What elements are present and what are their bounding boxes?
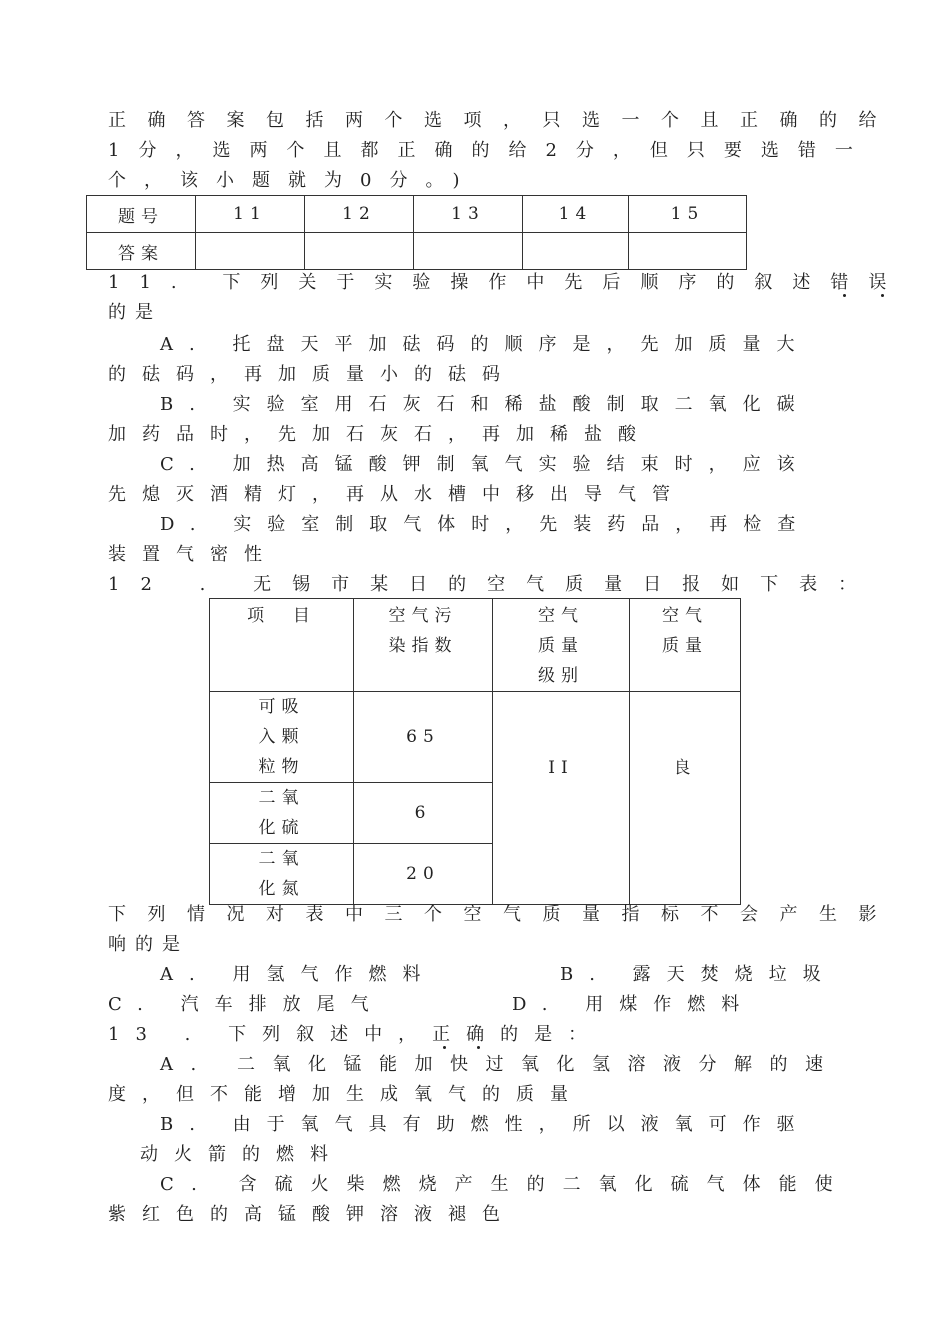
quality-value: 良: [630, 692, 741, 905]
q13-option-a: A. 二氧化锰能加快过氧化氢溶液分解的速: [160, 1054, 841, 1075]
index-value: 20: [354, 844, 493, 905]
q12-question: 下列情况对表中三个空气质量指标不会产生影: [108, 904, 898, 925]
q11-stem-text: 11. 下列关于实验操作中先后顺序的叙述: [108, 272, 831, 293]
item-text: 可吸: [258, 697, 305, 717]
answer-table: [86, 195, 747, 270]
answer-table-header-cell: 13: [414, 196, 523, 233]
header-text: 空气: [662, 606, 708, 626]
q13-option-c-cont: 紫红色的高锰酸钾溶液褪色: [108, 1204, 516, 1225]
air-quality-header-row: [210, 599, 741, 692]
answer-table-answer-row: [87, 233, 747, 270]
q11-option-d: D. 实验室制取气体时，先装药品，再检查: [160, 514, 812, 535]
q11-stem-cont: 的是: [108, 302, 162, 323]
item-text: 化氮: [258, 879, 305, 899]
q12-option-d: D. 用煤作燃料: [512, 994, 756, 1015]
item-text: 二氧: [258, 849, 305, 869]
answer-cell-11[interactable]: [196, 233, 305, 270]
header-text: 空气污: [388, 606, 458, 626]
answer-cell-15[interactable]: [629, 233, 747, 270]
header-text: 级别: [538, 666, 584, 686]
intro-line-3: 个，该小题就为0分。): [108, 170, 478, 191]
q11-option-a: A. 托盘天平加砝码的顺序是，先加质量大: [160, 334, 811, 355]
answer-table-header-row: [87, 196, 747, 233]
q11-emphasis-char: 误: [868, 272, 907, 293]
table-row: [210, 692, 741, 783]
q13-option-b-cont: 动火箭的燃料: [140, 1144, 344, 1165]
q12-question-cont: 响的是: [108, 934, 189, 955]
q11-emphasis-char: 错: [830, 272, 869, 293]
header-text: 目: [292, 606, 316, 626]
q13-option-c: C. 含硫火柴燃烧产生的二氧化硫气体能使: [160, 1174, 851, 1195]
answer-table-header-cell: 12: [305, 196, 414, 233]
index-value: 65: [354, 692, 493, 783]
item-text: 二氧: [258, 788, 305, 808]
intro-line-1: 正确答案包括两个选项，只选一个且正确的给: [108, 110, 898, 131]
q12-option-a: A. 用氢气作燃料: [160, 964, 437, 985]
q11-stem: [108, 268, 906, 298]
answer-table-header-cell: 14: [523, 196, 629, 233]
answer-table-header-cell: 11: [196, 196, 305, 233]
q11-option-c-cont: 先熄灭酒精灯，再从水槽中移出导气管: [108, 484, 686, 505]
q11-option-b-cont: 加药品时，先加石灰石，再加稀盐酸: [108, 424, 652, 445]
header-quality: [630, 599, 741, 692]
q12-option-c: C. 汽车排放尾气: [108, 994, 385, 1015]
index-value: 6: [354, 783, 493, 844]
air-quality-table: [209, 598, 741, 905]
q13-option-a-cont: 度，但不能增加生成氧气的质量: [108, 1084, 584, 1105]
q12-stem: 12 . 无锡市某日的空气质量日报如下表：: [108, 574, 878, 595]
answer-table-row-label: 答案: [87, 233, 196, 270]
q13-stem-text: 的是：: [500, 1024, 603, 1045]
q13-option-b: B. 由于氧气具有助燃性，所以液氧可作驱: [160, 1114, 811, 1135]
header-text: 质量: [538, 636, 584, 656]
quality-level-value: II: [493, 692, 630, 905]
answer-table-header-cell: 15: [629, 196, 747, 233]
header-text: 空气: [538, 606, 584, 626]
header-pollution-index: [354, 599, 493, 692]
q11-option-b: B. 实验室用石灰石和稀盐酸制取二氧化碳: [160, 394, 811, 415]
answer-table-header-cell: 题号: [87, 196, 196, 233]
answer-cell-13[interactable]: [414, 233, 523, 270]
item-cell: [210, 844, 354, 905]
item-cell: [210, 692, 354, 783]
q11-option-d-cont: 装置气密性: [108, 544, 278, 565]
header-item: [210, 599, 354, 692]
header-quality-level: [493, 599, 630, 692]
header-text: 染指数: [388, 636, 458, 656]
header-text: 质量: [662, 636, 708, 656]
item-text: 粒物: [258, 757, 305, 777]
answer-cell-14[interactable]: [523, 233, 629, 270]
q13-stem-text: 13 . 下列叙述中，: [108, 1024, 433, 1045]
q13-emphasis-char: 确: [466, 1024, 501, 1045]
q11-option-a-cont: 的砝码，再加质量小的砝码: [108, 364, 516, 385]
q13-stem: [108, 1020, 602, 1050]
item-text: 化硫: [258, 818, 305, 838]
q13-emphasis-char: 正: [432, 1024, 467, 1045]
item-text: 入颗: [258, 727, 305, 747]
q11-option-c: C. 加热高锰酸钾制氧气实验结束时，应该: [160, 454, 811, 475]
item-cell: [210, 783, 354, 844]
q12-option-b: B. 露天焚烧垃圾: [560, 964, 837, 985]
intro-line-2: 1分，选两个且都正确的给2分，但只要选错一: [108, 140, 872, 161]
answer-cell-12[interactable]: [305, 233, 414, 270]
header-text: 项: [247, 606, 271, 626]
